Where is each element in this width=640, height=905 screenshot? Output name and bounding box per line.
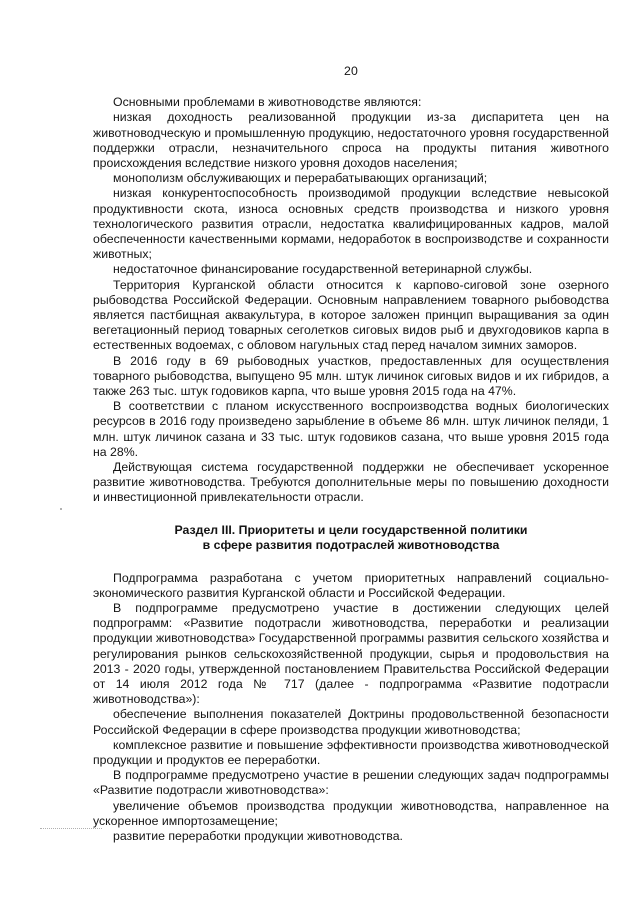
paragraph: В 2016 году в 69 рыбоводных участков, предоставленных для осуществления товарного рыбоводства, выпущено 95 млн. штук личинок сиговых видов и их гибридов, а также 263 тыс. штук годовиков карпа, что выше уровня 2015 года на 47%. bbox=[93, 353, 609, 399]
section-heading-line: в сфере развития подотраслей животноводства bbox=[202, 538, 500, 553]
section-heading bbox=[93, 523, 609, 554]
paragraph: низкая доходность реализованной продукции из-за диспаритета цен на животноводческую и промышленную продукцию, недостаточного уровня государственной поддержки отрасли, незначительного спроса на продукты питания животного происхождения вследствие низкого уровня доходов населения; bbox=[93, 110, 609, 171]
problems-section bbox=[93, 95, 609, 505]
paragraph: низкая конкурентоспособность производимой продукции вследствие невысокой продуктивности скота, износа основных средств производства и низкого уровня технологического развития отрасли, недостатка квалифицированных кадров, малой обеспеченности качественными кормами, недоработок в воспроизводстве и сохранности животных; bbox=[93, 186, 609, 262]
paragraph: В подпрограмме предусмотрено участие в достижении следующих целей подпрограмм: «Развитие подотрасли животноводства, переработки и реализации продукции животноводства» Государственной программы развития сельского хозяйства и регулирования рынков сельскохозяйственной продукции, сырья и продовольствия на 2013 - 2020 годы, утвержденной постановлением Правительства Российской Федерации от 14 июля 2012 года № 717 (далее - подпрограмма «Развитие подотрасли животноводства»): bbox=[93, 600, 609, 707]
document-page bbox=[93, 64, 609, 844]
paragraph: В подпрограмме предусмотрено участие в решении следующих задач подпрограммы «Развитие подотрасли животноводства»: bbox=[93, 768, 609, 798]
paragraph: В соответствии с планом искусственного воспроизводства водных биологических ресурсов в 2016 году произведено зарыбление в объеме 86 млн. штук личинок пеляди, 1 млн. штук личинок сазана и 33 тыс. штук годовиков сазана, что выше уровня 2015 года на 28%. bbox=[93, 399, 609, 459]
paragraph: монополизм обслуживающих и перерабатывающих организаций; bbox=[113, 171, 488, 186]
priorities-section bbox=[93, 571, 609, 845]
paragraph: Подпрограмма разработана с учетом приоритетных направлений социально-экономического развития Курганской области и Российской Федерации. bbox=[93, 570, 609, 600]
paragraph: развитие переработки продукции животноводства. bbox=[113, 828, 403, 843]
paragraph: увеличение объемов производства продукции животноводства, направленное на ускоренное импортозамещение; bbox=[93, 798, 609, 828]
paragraph: обеспечение выполнения показателей Доктрины продовольственной безопасности Российской Федерации в сфере производства продукции животноводства; bbox=[93, 707, 609, 737]
paragraph: Действующая система государственной поддержки не обеспечивает ускоренное развитие животноводства. Требуются дополнительные меры по повышению доходности и инвестиционной привлекательности отрасли. bbox=[93, 460, 609, 505]
paragraph: комплексное развитие и повышение эффективности производства животноводческой продукции и продуктов ее переработки. bbox=[93, 737, 609, 767]
paragraph: Основными проблемами в животноводстве являются: bbox=[113, 95, 422, 110]
scan-artifact bbox=[40, 828, 102, 831]
paragraph: недостаточное финансирование государственной ветеринарной службы. bbox=[113, 262, 533, 277]
section-heading-line: Раздел III. Приоритеты и цели государственной политики bbox=[174, 522, 528, 537]
page-number: 20 bbox=[343, 64, 359, 78]
scan-artifact bbox=[60, 508, 62, 510]
paragraph: Территория Курганской области относится к карпово-сиговой зоне озерного рыбоводства Российской Федерации. Основным направлением товарного рыбоводства является пастбищная аквакультура, в которое заложен принцип выращивания за один вегетационный период товарных сеголетков сиговых видов рыб и двухгодовиков карпа в естественных водоемах, с обловом нагульных стад перед началом зимних заморов. bbox=[93, 277, 609, 353]
